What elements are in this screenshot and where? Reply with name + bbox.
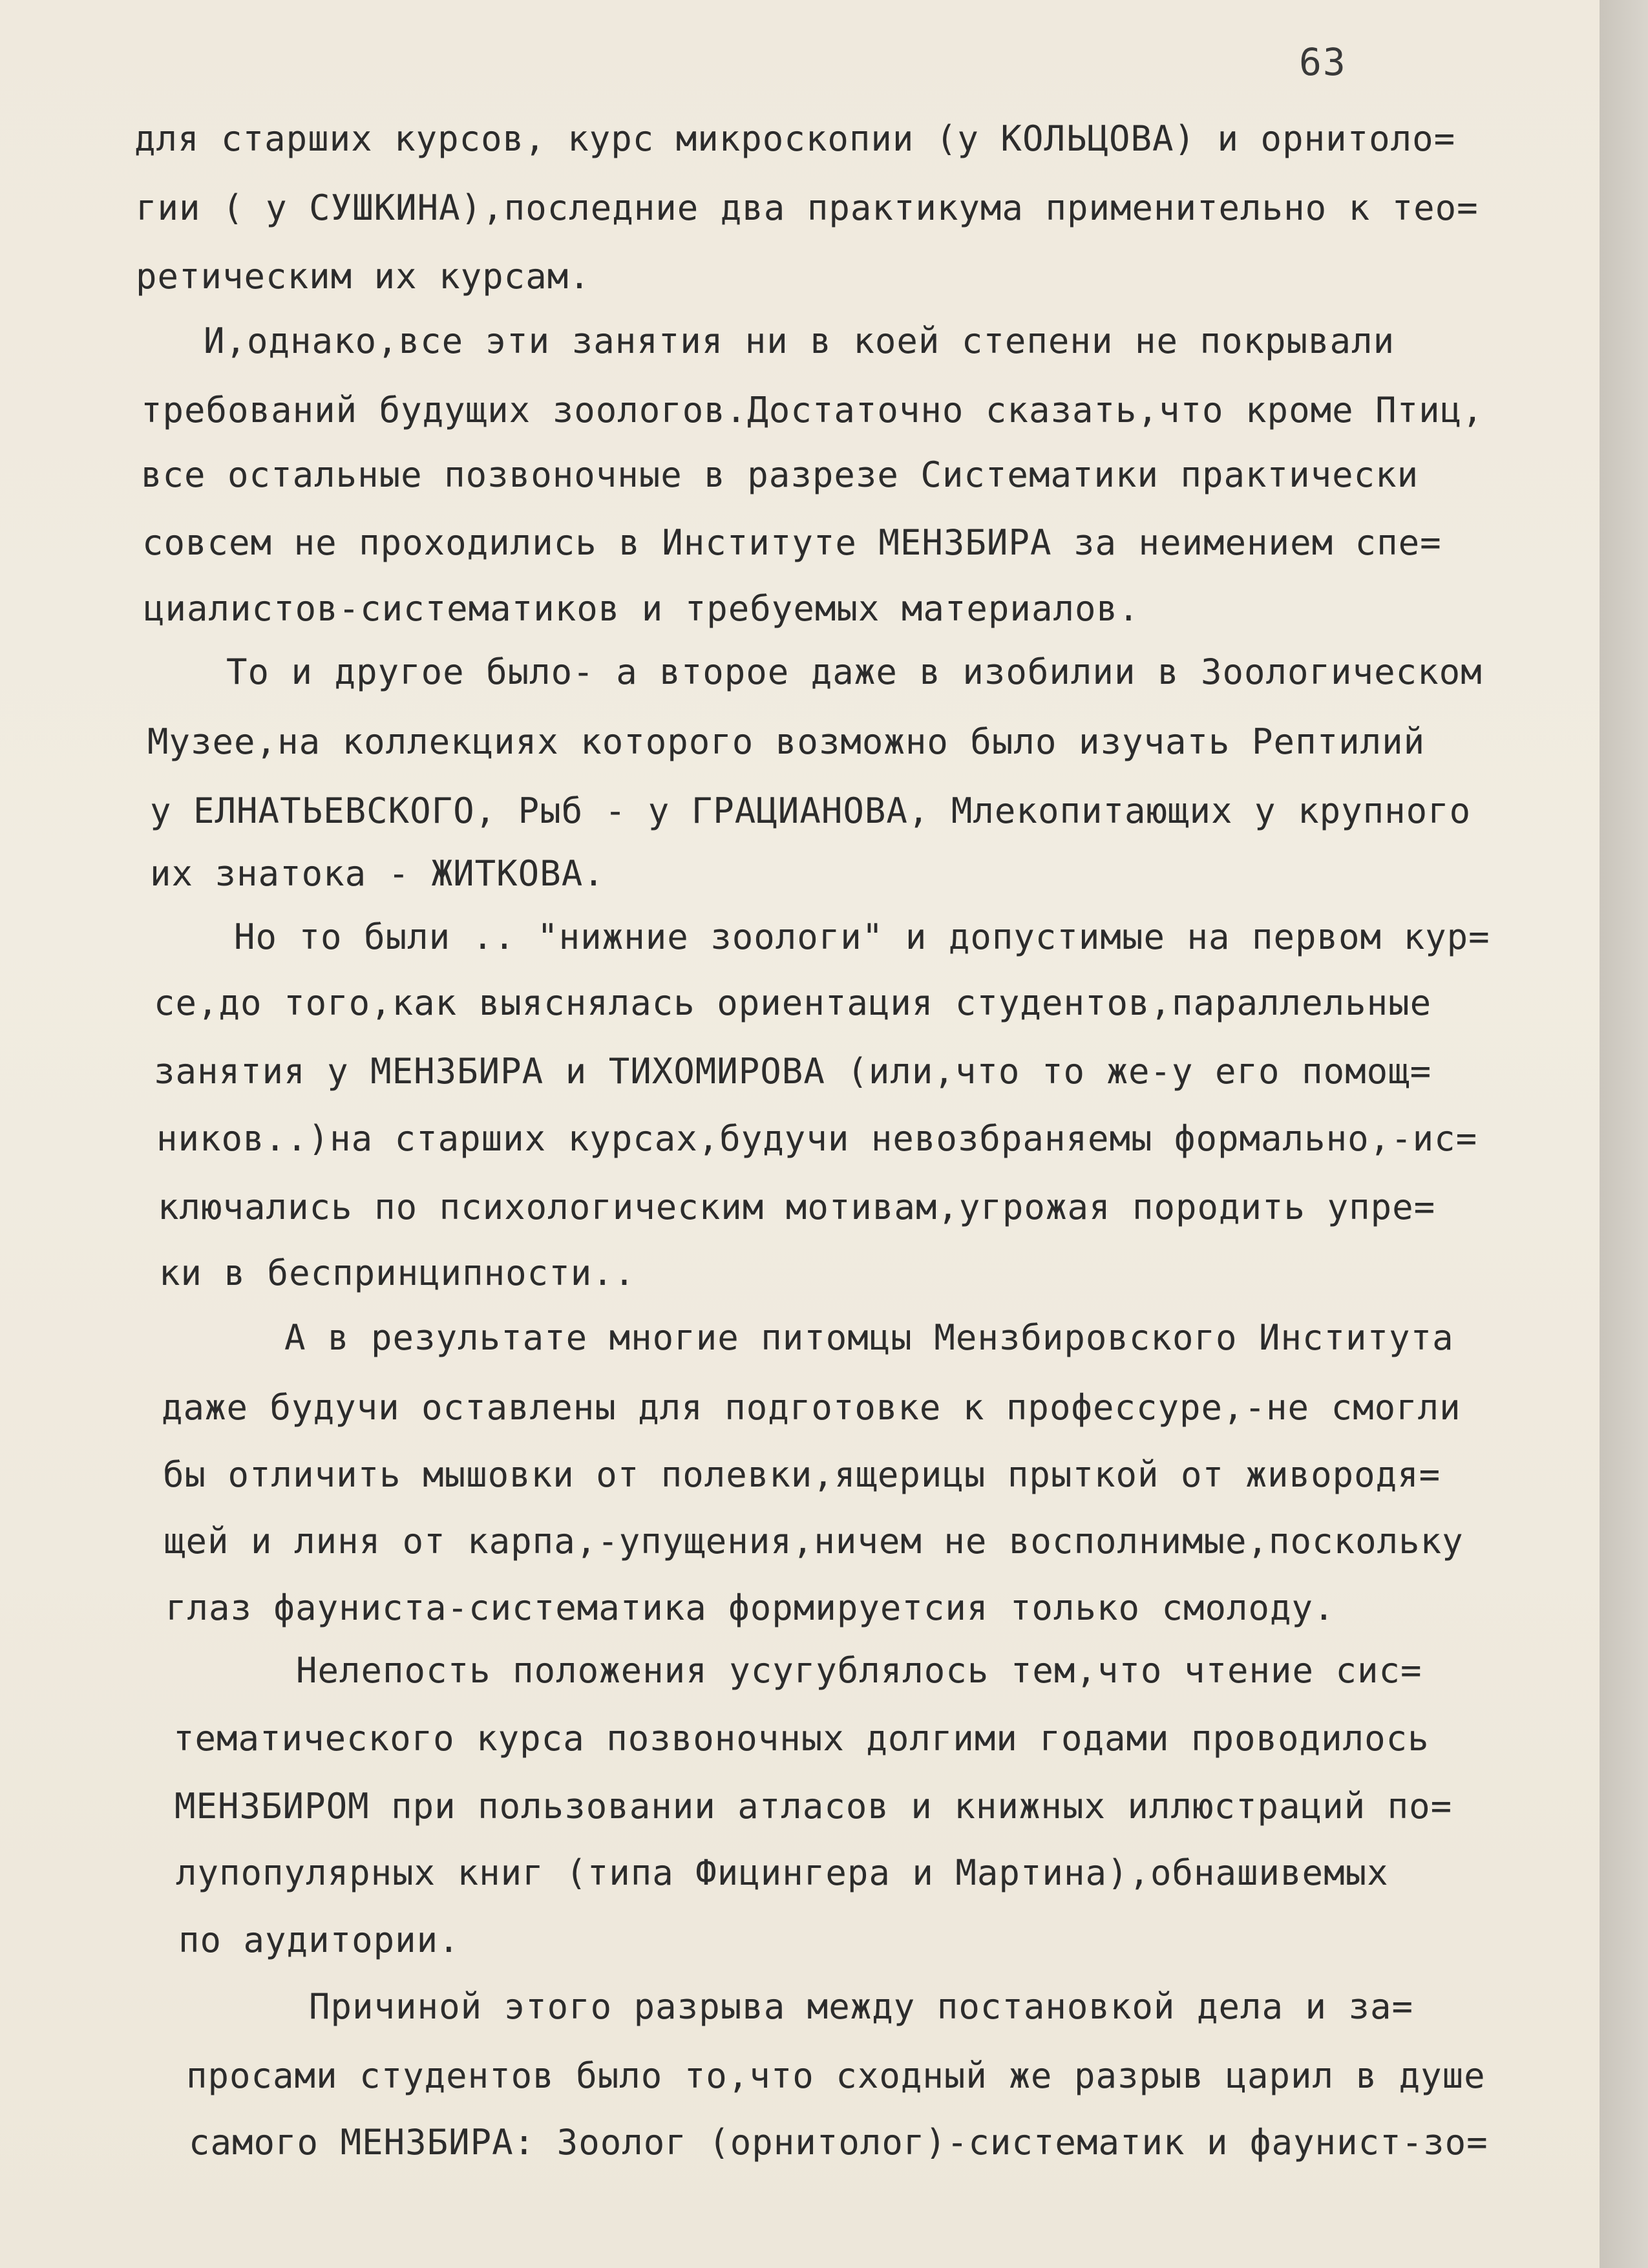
- text-line: А в результате многие питомцы Мензбировского Института: [284, 1317, 1454, 1358]
- text-line: даже будучи оставлены для подготовке к профессуре,-не смогли: [162, 1387, 1461, 1428]
- text-line: циалистов-систематиков и требуемых материалов.: [143, 588, 1140, 629]
- text-line: То и другое было- а второе даже в изобилии в Зоологическом: [226, 652, 1483, 692]
- text-line: гии ( у СУШКИНА),последние два практикума применительно к тео=: [136, 187, 1479, 228]
- text-line: просами студентов было то,что сходный же разрыв царил в душе: [186, 2055, 1486, 2096]
- text-line: бы отличить мышовки от полевки,ящерицы прыткой от живородя=: [163, 1454, 1441, 1495]
- text-line: Нелепость положения усугублялось тем,что чтение сис=: [296, 1650, 1422, 1691]
- text-line: се,до того,как выяснялась ориентация студентов,параллельные: [154, 982, 1432, 1023]
- text-line: глаз фауниста-систематика формируетсия только смолоду.: [165, 1587, 1335, 1628]
- text-line: совсем не проходились в Институте МЕНЗБИРА за неимением спе=: [142, 522, 1442, 563]
- text-line: МЕНЗБИРОМ при пользовании атласов и книжных иллюстраций по=: [174, 1786, 1453, 1827]
- text-line: ников..)на старших курсах,будучи невозбраняемы формально,-ис=: [156, 1118, 1478, 1159]
- page-number: 63: [1299, 40, 1347, 84]
- text-line: по аудитории.: [178, 1920, 460, 1960]
- text-line: Но то были .. "нижние зоологи" и допустимые на первом кур=: [234, 917, 1490, 957]
- text-line: Музее,на коллекциях которого возможно было изучать Рептилий: [147, 721, 1426, 762]
- text-line: у ЕЛНАТЬЕВСКОГО, Рыб - у ГРАЦИАНОВА, Млекопитающих у крупного: [150, 790, 1472, 831]
- text-line: ретическим их курсам.: [136, 256, 591, 297]
- text-line: самого МЕНЗБИРА: Зоолог (орнитолог)-систематик и фаунист-зо=: [189, 2122, 1488, 2163]
- text-line: ки в беспринципности..: [159, 1253, 636, 1293]
- text-line: тематического курса позвоночных долгими годами проводилось: [173, 1718, 1430, 1759]
- text-line: И,однако,все эти занятия ни в коей степени не покрывали: [204, 321, 1395, 361]
- text-line: ключались по психологическим мотивам,угрожая породить упре=: [158, 1187, 1436, 1227]
- text-line: для старших курсов, курс микроскопии (у КОЛЬЦОВА) и орнитоло=: [134, 118, 1456, 159]
- text-line: лупопулярных книг (типа Фицингера и Мартина),обнашивемых: [176, 1852, 1389, 1893]
- text-line: их знатока - ЖИТКОВА.: [150, 853, 605, 894]
- page-edge-shadow: [1600, 0, 1648, 2268]
- text-line: требований будущих зоологов.Достаточно сказать,что кроме Птиц,: [141, 390, 1484, 430]
- text-line: щей и линя от карпа,-упущения,ничем не восполнимые,поскольку: [164, 1521, 1464, 1562]
- text-line: Причиной этого разрыва между постановкой дела и за=: [309, 1986, 1414, 2027]
- text-line: все остальные позвоночные в разрезе Систематики практически: [141, 454, 1419, 495]
- text-line: занятия у МЕНЗБИРА и ТИХОМИРОВА (или,что то же-у его помощ=: [154, 1051, 1432, 1092]
